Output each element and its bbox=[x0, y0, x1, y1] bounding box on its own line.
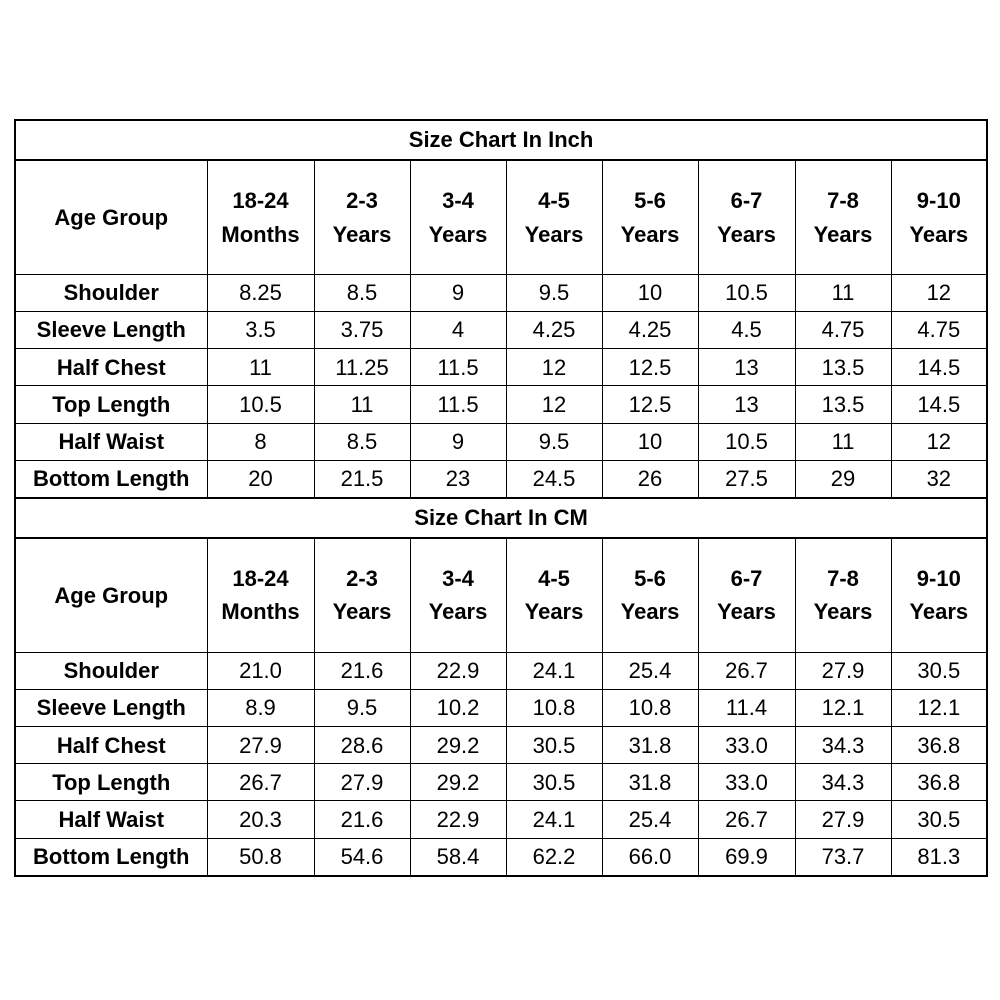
table-cell: 27.5 bbox=[698, 460, 795, 498]
row-label: Half Chest bbox=[15, 349, 207, 386]
column-header bbox=[410, 538, 506, 652]
column-header bbox=[698, 160, 795, 274]
column-header bbox=[795, 538, 891, 652]
table-cell: 21.6 bbox=[314, 801, 410, 838]
column-header-unit: Years bbox=[717, 221, 776, 247]
table-cell: 14.5 bbox=[891, 386, 987, 423]
column-header-unit: Years bbox=[909, 599, 969, 625]
table-cell: 11.5 bbox=[410, 386, 506, 423]
table-cell: 12.5 bbox=[602, 386, 698, 423]
table-row bbox=[15, 727, 987, 764]
table-row bbox=[15, 274, 987, 311]
column-header-unit: Years bbox=[620, 221, 680, 247]
table-cell: 9 bbox=[410, 274, 506, 311]
table-cell: 12 bbox=[506, 349, 602, 386]
column-header-range: 9-10 bbox=[916, 566, 961, 592]
table-cell: 4.75 bbox=[891, 312, 987, 349]
column-header-range: 5-6 bbox=[634, 188, 666, 214]
column-header-unit: Years bbox=[717, 599, 776, 625]
table-row bbox=[15, 689, 987, 726]
table-cell: 4.25 bbox=[506, 312, 602, 349]
column-header-unit: Years bbox=[524, 221, 584, 247]
table-cell: 4.5 bbox=[698, 312, 795, 349]
table-cell: 26.7 bbox=[207, 764, 314, 801]
table-cell: 50.8 bbox=[207, 838, 314, 876]
table-cell: 29 bbox=[795, 460, 891, 498]
row-label: Sleeve Length bbox=[15, 689, 207, 726]
column-header bbox=[314, 538, 410, 652]
row-label: Sleeve Length bbox=[15, 312, 207, 349]
column-header-range: 5-6 bbox=[634, 566, 666, 592]
table-cell: 22.9 bbox=[410, 652, 506, 689]
table-cell: 10.5 bbox=[698, 423, 795, 460]
header-row-inch bbox=[15, 160, 987, 274]
size-chart-table bbox=[14, 119, 988, 877]
table-cell: 33.0 bbox=[698, 727, 795, 764]
table-cell: 26.7 bbox=[698, 652, 795, 689]
age-group-header: Age Group bbox=[15, 160, 207, 274]
table-cell: 27.9 bbox=[207, 727, 314, 764]
column-header bbox=[207, 538, 314, 652]
table-cell: 8 bbox=[207, 423, 314, 460]
table-cell: 9.5 bbox=[314, 689, 410, 726]
table-cell: 36.8 bbox=[891, 727, 987, 764]
column-header-range: 4-5 bbox=[538, 188, 570, 214]
table-cell: 9 bbox=[410, 423, 506, 460]
age-group-header: Age Group bbox=[15, 538, 207, 652]
size-chart-body bbox=[15, 120, 987, 876]
table-cell: 10.5 bbox=[207, 386, 314, 423]
table-cell: 8.5 bbox=[314, 274, 410, 311]
table-cell: 12.1 bbox=[891, 689, 987, 726]
table-cell: 14.5 bbox=[891, 349, 987, 386]
table-cell: 11 bbox=[207, 349, 314, 386]
table-cell: 10 bbox=[602, 423, 698, 460]
table-cell: 81.3 bbox=[891, 838, 987, 876]
table-cell: 26 bbox=[602, 460, 698, 498]
table-cell: 11 bbox=[795, 274, 891, 311]
column-header bbox=[698, 538, 795, 652]
table-cell: 25.4 bbox=[602, 801, 698, 838]
column-header-unit: Years bbox=[524, 599, 584, 625]
table-cell: 11 bbox=[314, 386, 410, 423]
column-header-range: 6-7 bbox=[730, 566, 763, 592]
table-cell: 8.9 bbox=[207, 689, 314, 726]
table-cell: 34.3 bbox=[795, 764, 891, 801]
table-cell: 3.5 bbox=[207, 312, 314, 349]
table-cell: 11 bbox=[795, 423, 891, 460]
column-header-unit: Months bbox=[221, 221, 300, 247]
table-cell: 26.7 bbox=[698, 801, 795, 838]
column-header bbox=[795, 160, 891, 274]
column-header-range: 18-24 bbox=[232, 566, 289, 592]
table-cell: 30.5 bbox=[506, 727, 602, 764]
table-cell: 33.0 bbox=[698, 764, 795, 801]
column-header-range: 4-5 bbox=[538, 566, 570, 592]
table-cell: 30.5 bbox=[506, 764, 602, 801]
table-cell: 22.9 bbox=[410, 801, 506, 838]
column-header-unit: Years bbox=[332, 599, 392, 625]
column-header-range: 7-8 bbox=[827, 188, 859, 214]
table-cell: 24.5 bbox=[506, 460, 602, 498]
row-label: Half Waist bbox=[15, 423, 207, 460]
table-row bbox=[15, 838, 987, 876]
column-header bbox=[506, 538, 602, 652]
table-cell: 24.1 bbox=[506, 652, 602, 689]
table-row bbox=[15, 312, 987, 349]
table-cell: 69.9 bbox=[698, 838, 795, 876]
table-cell: 58.4 bbox=[410, 838, 506, 876]
table-cell: 10.5 bbox=[698, 274, 795, 311]
table-cell: 32 bbox=[891, 460, 987, 498]
column-header-range: 9-10 bbox=[916, 188, 961, 214]
table-cell: 25.4 bbox=[602, 652, 698, 689]
table-cell: 62.2 bbox=[506, 838, 602, 876]
table-cell: 8.5 bbox=[314, 423, 410, 460]
table-row bbox=[15, 801, 987, 838]
table-cell: 29.2 bbox=[410, 764, 506, 801]
table-cell: 10.8 bbox=[506, 689, 602, 726]
column-header-range: 6-7 bbox=[730, 188, 763, 214]
table-cell: 73.7 bbox=[795, 838, 891, 876]
row-label: Shoulder bbox=[15, 652, 207, 689]
table-cell: 23 bbox=[410, 460, 506, 498]
table-cell: 4 bbox=[410, 312, 506, 349]
table-cell: 24.1 bbox=[506, 801, 602, 838]
table-row bbox=[15, 764, 987, 801]
column-header-unit: Years bbox=[813, 221, 873, 247]
table-cell: 9.5 bbox=[506, 274, 602, 311]
row-label: Bottom Length bbox=[15, 460, 207, 498]
table-cell: 29.2 bbox=[410, 727, 506, 764]
table-cell: 21.0 bbox=[207, 652, 314, 689]
table-cell: 21.6 bbox=[314, 652, 410, 689]
table-cell: 28.6 bbox=[314, 727, 410, 764]
table-cell: 11.25 bbox=[314, 349, 410, 386]
table-row bbox=[15, 386, 987, 423]
table-row bbox=[15, 652, 987, 689]
table-row bbox=[15, 460, 987, 498]
table-cell: 13.5 bbox=[795, 386, 891, 423]
table-cell: 31.8 bbox=[602, 764, 698, 801]
table-cell: 11.4 bbox=[698, 689, 795, 726]
column-header bbox=[314, 160, 410, 274]
table-cell: 12.1 bbox=[795, 689, 891, 726]
table-cell: 54.6 bbox=[314, 838, 410, 876]
row-label: Bottom Length bbox=[15, 838, 207, 876]
table-cell: 13 bbox=[698, 386, 795, 423]
column-header-unit: Years bbox=[909, 221, 969, 247]
row-label: Shoulder bbox=[15, 274, 207, 311]
table-cell: 27.9 bbox=[314, 764, 410, 801]
table-cell: 20 bbox=[207, 460, 314, 498]
column-header bbox=[891, 538, 987, 652]
section-title-inch: Size Chart In Inch bbox=[15, 120, 987, 160]
column-header-unit: Years bbox=[428, 221, 488, 247]
column-header-range: 2-3 bbox=[346, 566, 378, 592]
table-cell: 13.5 bbox=[795, 349, 891, 386]
column-header bbox=[891, 160, 987, 274]
table-cell: 3.75 bbox=[314, 312, 410, 349]
table-cell: 10.2 bbox=[410, 689, 506, 726]
table-cell: 11.5 bbox=[410, 349, 506, 386]
table-cell: 9.5 bbox=[506, 423, 602, 460]
column-header-unit: Months bbox=[221, 599, 300, 625]
section-title-row-cm bbox=[15, 498, 987, 538]
table-cell: 12.5 bbox=[602, 349, 698, 386]
column-header-unit: Years bbox=[620, 599, 680, 625]
table-cell: 10.8 bbox=[602, 689, 698, 726]
table-cell: 4.75 bbox=[795, 312, 891, 349]
table-cell: 13 bbox=[698, 349, 795, 386]
table-cell: 27.9 bbox=[795, 801, 891, 838]
table-row bbox=[15, 423, 987, 460]
table-cell: 8.25 bbox=[207, 274, 314, 311]
table-cell: 30.5 bbox=[891, 801, 987, 838]
column-header bbox=[410, 160, 506, 274]
table-cell: 66.0 bbox=[602, 838, 698, 876]
column-header-range: 3-4 bbox=[442, 188, 474, 214]
table-cell: 4.25 bbox=[602, 312, 698, 349]
column-header-range: 7-8 bbox=[827, 566, 859, 592]
column-header bbox=[506, 160, 602, 274]
table-cell: 21.5 bbox=[314, 460, 410, 498]
table-row bbox=[15, 349, 987, 386]
section-title-cm: Size Chart In CM bbox=[15, 498, 987, 538]
header-row-cm bbox=[15, 538, 987, 652]
table-cell: 12 bbox=[506, 386, 602, 423]
row-label: Top Length bbox=[15, 764, 207, 801]
table-cell: 12 bbox=[891, 274, 987, 311]
column-header bbox=[602, 538, 698, 652]
row-label: Half Waist bbox=[15, 801, 207, 838]
row-label: Half Chest bbox=[15, 727, 207, 764]
table-cell: 36.8 bbox=[891, 764, 987, 801]
table-cell: 20.3 bbox=[207, 801, 314, 838]
column-header-unit: Years bbox=[813, 599, 873, 625]
table-cell: 12 bbox=[891, 423, 987, 460]
column-header-range: 2-3 bbox=[346, 188, 378, 214]
column-header-unit: Years bbox=[332, 221, 392, 247]
column-header-range: 18-24 bbox=[232, 188, 289, 214]
table-cell: 34.3 bbox=[795, 727, 891, 764]
row-label: Top Length bbox=[15, 386, 207, 423]
column-header-range: 3-4 bbox=[442, 566, 474, 592]
table-cell: 31.8 bbox=[602, 727, 698, 764]
column-header bbox=[602, 160, 698, 274]
section-title-row-inch bbox=[15, 120, 987, 160]
column-header bbox=[207, 160, 314, 274]
column-header-unit: Years bbox=[428, 599, 488, 625]
table-cell: 27.9 bbox=[795, 652, 891, 689]
table-cell: 10 bbox=[602, 274, 698, 311]
table-cell: 30.5 bbox=[891, 652, 987, 689]
